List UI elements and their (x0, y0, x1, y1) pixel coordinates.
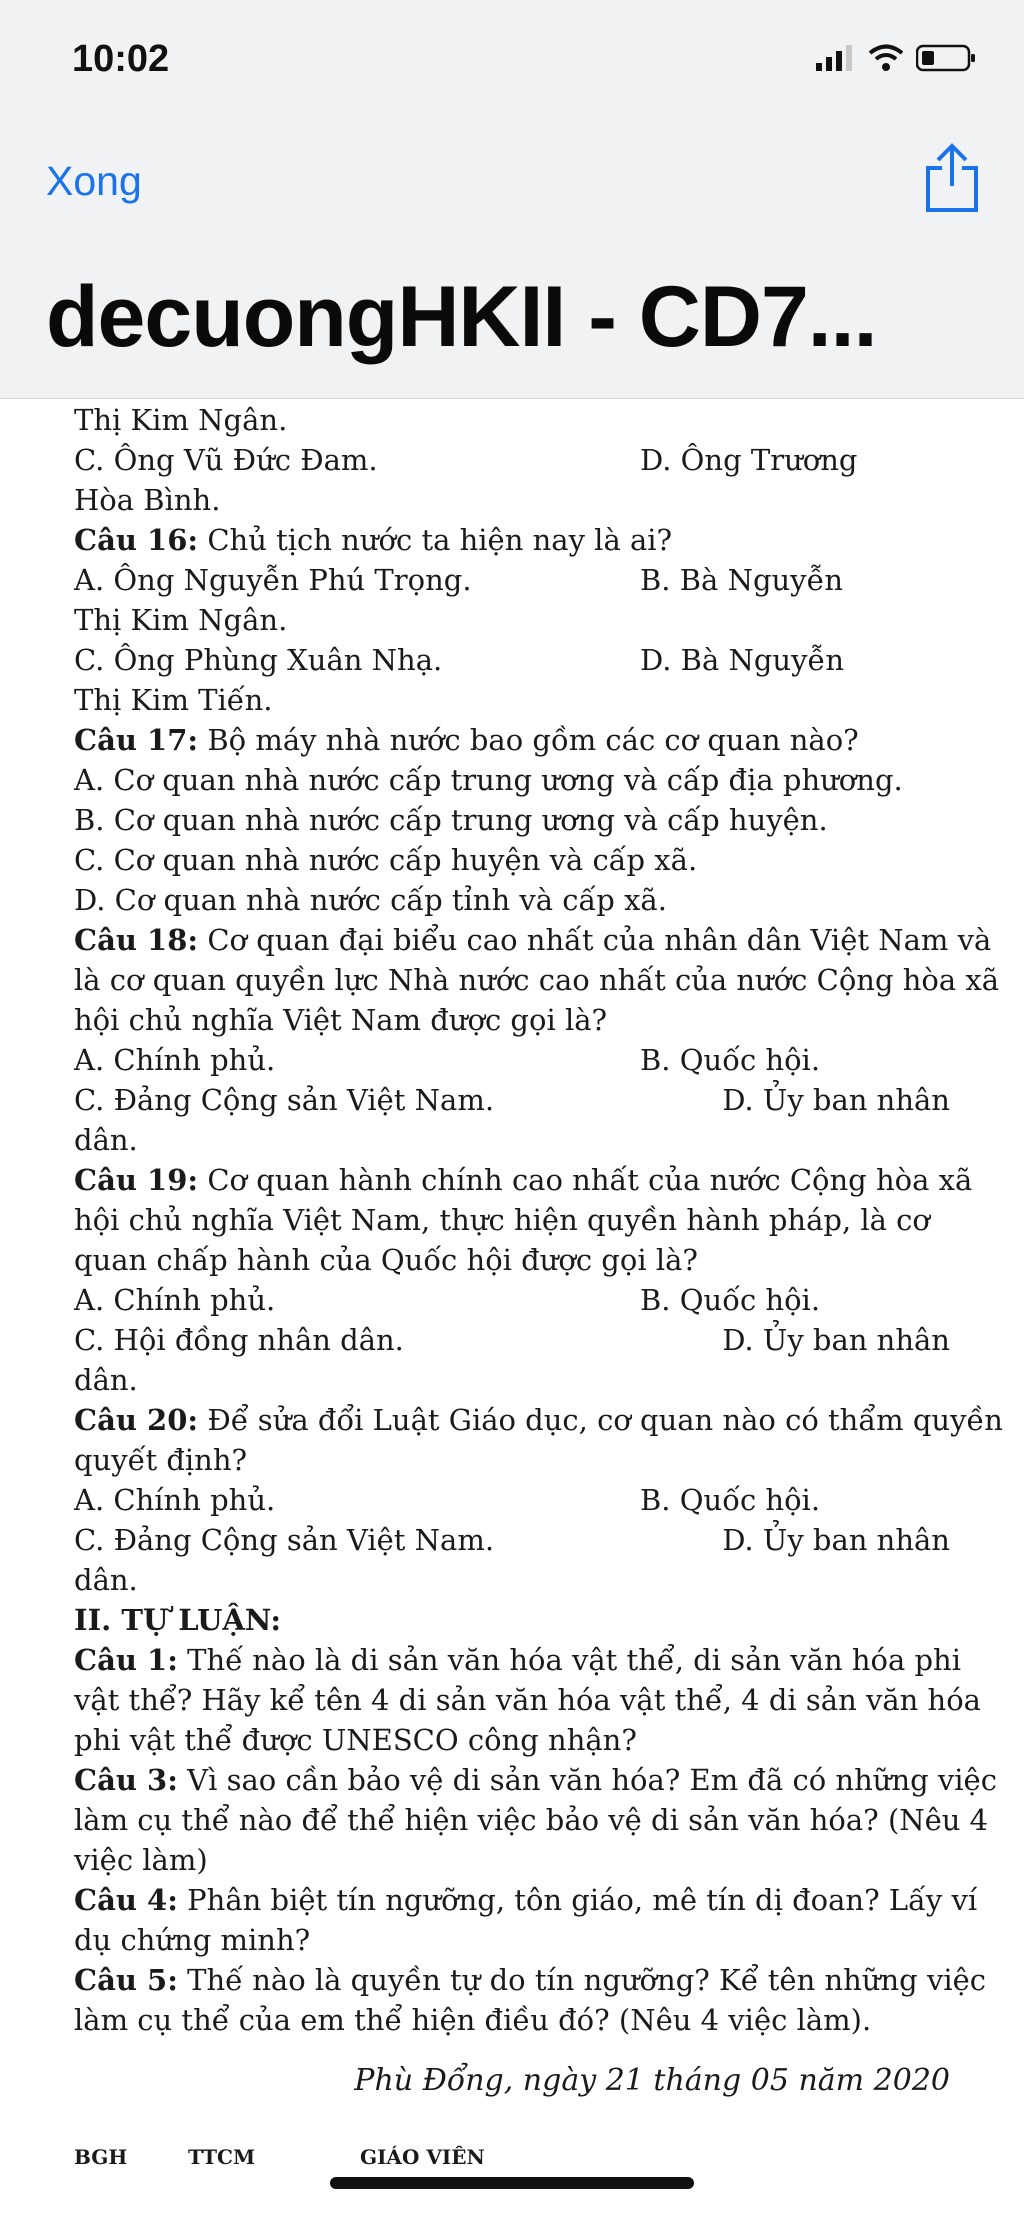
question-text: việc làm) (74, 1843, 208, 1877)
question-text: quyết định? (74, 1443, 248, 1477)
question-options (74, 1280, 950, 1320)
question-options (74, 1080, 950, 1120)
question-20 (74, 1400, 1003, 1440)
option-c: C. Đảng Cộng sản Việt Nam. (74, 1523, 495, 1557)
text-line: Hòa Bình. (74, 483, 221, 517)
question-options (74, 1320, 950, 1360)
signal-icon (816, 45, 856, 71)
option-d: D. Ủy ban nhân (722, 1083, 950, 1117)
question-label: Câu 20: (74, 1403, 199, 1437)
option-d: D. Ủy ban nhân (722, 1323, 950, 1357)
option-c: C. Đảng Cộng sản Việt Nam. (74, 1083, 495, 1117)
option-b: B. Quốc hội. (640, 1043, 821, 1077)
question-text: Để sửa đổi Luật Giáo dục, cơ quan nào có thẩm quyền (198, 1403, 1003, 1437)
option-d: D. Ông Trương (640, 443, 858, 477)
signature-bgh: BGH (74, 2145, 128, 2169)
text-line: dân. (74, 1363, 138, 1397)
signature-ttcm: TTCM (188, 2145, 256, 2169)
question-label: Câu 19: (74, 1163, 199, 1197)
question-options (74, 1040, 950, 1080)
nav-header (0, 0, 1024, 399)
question-text: Cơ quan hành chính cao nhất của nước Cộng hòa xã (198, 1163, 973, 1197)
signature-teacher: GIÁO VIÊN (360, 2145, 485, 2169)
option-d: D. Cơ quan nhà nước cấp tỉnh và cấp xã. (74, 883, 667, 917)
option-d: D. Bà Nguyễn (640, 643, 844, 677)
question-text: vật thể? Hãy kể tên 4 di sản văn hóa vật thể, 4 di sản văn hóa (74, 1683, 981, 1717)
essay-question-3 (74, 1760, 997, 1800)
question-18 (74, 920, 992, 960)
question-options (74, 640, 950, 680)
status-icons (816, 44, 978, 72)
question-options (74, 1480, 950, 1520)
question-label: Câu 1: (74, 1643, 178, 1677)
option-a: A. Cơ quan nhà nước cấp trung ương và cấp địa phương. (74, 763, 903, 797)
question-17 (74, 720, 950, 760)
question-label: Câu 5: (74, 1963, 178, 1997)
option-a: A. Ông Nguyễn Phú Trọng. (74, 563, 472, 597)
text-line: Thị Kim Tiến. (74, 683, 273, 717)
question-label: Câu 3: (74, 1763, 178, 1797)
option-a: A. Chính phủ. (74, 1483, 276, 1517)
document-content (74, 360, 1003, 2040)
question-text: Thế nào là di sản văn hóa vật thể, di sản văn hóa phi (177, 1643, 962, 1677)
question-19 (74, 1160, 973, 1200)
question-options (74, 1520, 950, 1560)
text-line: dân. (74, 1563, 138, 1597)
document-date: Phù Đổng, ngày 21 tháng 05 năm 2020 (354, 2063, 950, 2098)
option-c: C. Cơ quan nhà nước cấp huyện và cấp xã. (74, 843, 698, 877)
question-text: Chủ tịch nước ta hiện nay là ai? (198, 523, 673, 557)
question-text: làm cụ thể nào để thể hiện việc bảo vệ di sản văn hóa? (Nêu 4 (74, 1803, 989, 1837)
status-time: 10:02 (72, 38, 170, 80)
question-text: hội chủ nghĩa Việt Nam, thực hiện quyền hành pháp, là cơ (74, 1203, 930, 1237)
question-label: Câu 17: (74, 723, 199, 757)
option-b: B. Bà Nguyễn (640, 563, 844, 597)
document-title: decuongHKII - CD7... (46, 269, 877, 365)
question-options (74, 440, 950, 480)
option-c: C. Ông Phùng Xuân Nhạ. (74, 643, 443, 677)
question-text: Phân biệt tín ngưỡng, tôn giáo, mê tín dị đoan? Lấy ví (177, 1883, 978, 1917)
question-text: làm cụ thể của em thể hiện điều đó? (Nêu 4 việc làm). (74, 2003, 872, 2037)
option-c: C. Ông Vũ Đức Đam. (74, 443, 378, 477)
question-text: quan chấp hành của Quốc hội được gọi là? (74, 1243, 698, 1277)
option-a: A. Chính phủ. (74, 1043, 276, 1077)
essay-question-4 (74, 1880, 978, 1920)
battery-icon (916, 44, 978, 72)
option-b: B. Quốc hội. (640, 1483, 821, 1517)
option-b: B. Cơ quan nhà nước cấp trung ương và cấp huyện. (74, 803, 828, 837)
essay-question-5 (74, 1960, 987, 2000)
option-c: C. Hội đồng nhân dân. (74, 1323, 404, 1357)
share-icon[interactable] (924, 142, 980, 214)
question-text: hội chủ nghĩa Việt Nam được gọi là? (74, 1003, 608, 1037)
question-text: Bộ máy nhà nước bao gồm các cơ quan nào? (198, 723, 859, 757)
question-options (74, 560, 950, 600)
text-line: Thị Kim Ngân. (74, 403, 288, 437)
option-d: D. Ủy ban nhân (722, 1523, 950, 1557)
text-line: dân. (74, 1123, 138, 1157)
question-text: Cơ quan đại biểu cao nhất của nhân dân Việt Nam và (198, 923, 992, 957)
text-line: Thị Kim Ngân. (74, 603, 288, 637)
question-label: Câu 18: (74, 923, 199, 957)
essay-question-1 (74, 1640, 962, 1680)
question-text: Thế nào là quyền tự do tín ngưỡng? Kể tên những việc (177, 1963, 987, 1997)
done-button[interactable]: Xong (46, 158, 142, 204)
question-label: Câu 4: (74, 1883, 178, 1917)
option-b: B. Quốc hội. (640, 1283, 821, 1317)
section-heading: II. TỰ LUẬN: (74, 1603, 282, 1637)
option-a: A. Chính phủ. (74, 1283, 276, 1317)
question-text: phi vật thể được UNESCO công nhận? (74, 1723, 637, 1757)
question-label: Câu 16: (74, 523, 199, 557)
wifi-icon (868, 44, 904, 72)
home-indicator[interactable] (330, 2177, 694, 2189)
question-text: Vì sao cần bảo vệ di sản văn hóa? Em đã có những việc (177, 1763, 997, 1797)
question-16 (74, 520, 950, 560)
question-text: là cơ quan quyền lực Nhà nước cao nhất của nước Cộng hòa xã (74, 963, 1000, 997)
question-text: dụ chứng minh? (74, 1923, 311, 1957)
